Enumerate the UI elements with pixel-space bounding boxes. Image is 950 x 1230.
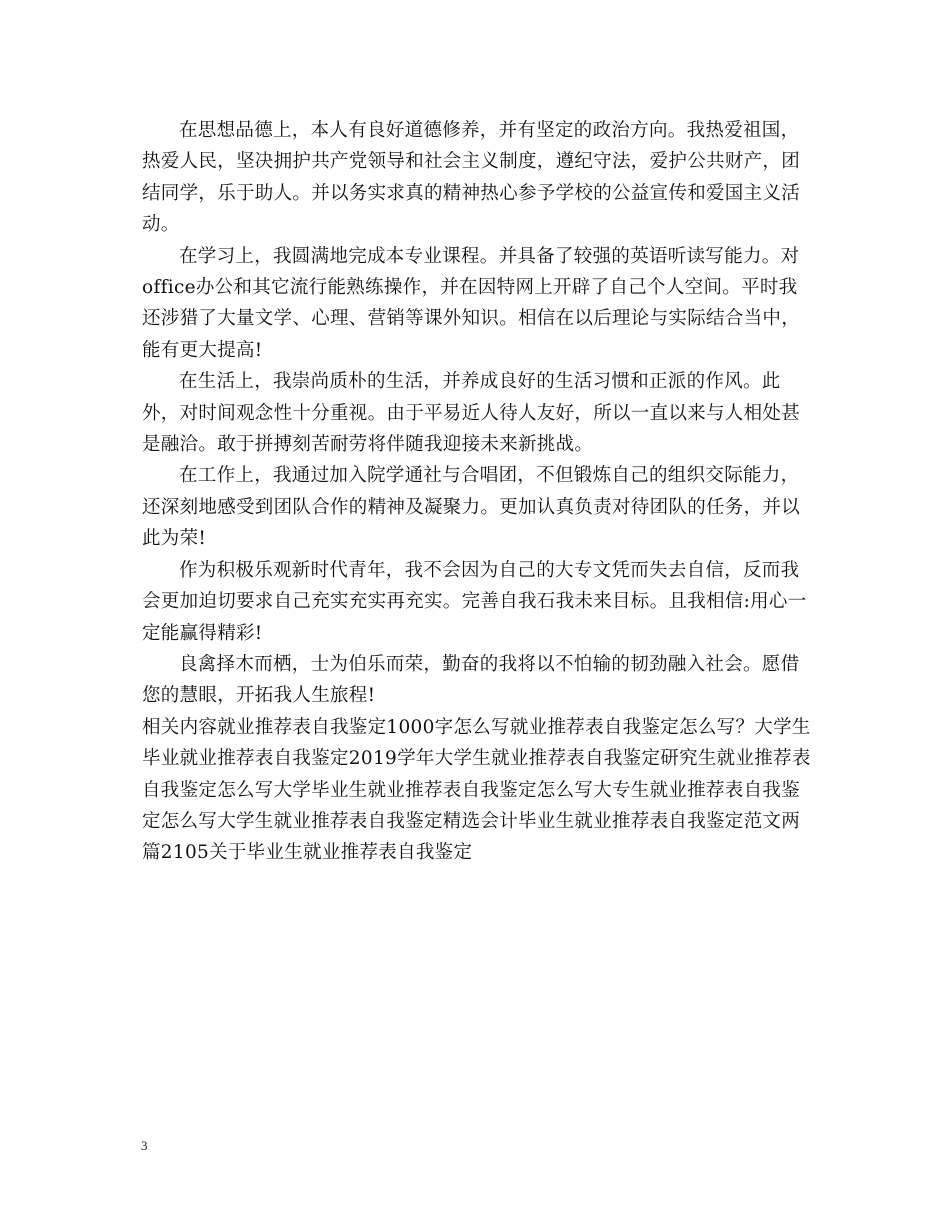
paragraph-outlook: 作为积极乐观新时代青年，我不会因为自己的大专文凭而失去自信，反而我会更加迫切要求自己充实充实再充实。完善自我石我未来目标。且我相信:用心一定能赢得精彩! <box>142 559 807 644</box>
paragraph-closing: 良禽择木而栖，士为伯乐而荣，勤奋的我将以不怕输的韧劲融入社会。愿借您的慧眼，开拓我人生旅程! <box>142 653 800 707</box>
paragraph-morality: 在思想品德上，本人有良好道德修养，并有坚定的政治方向。我热爱祖国，热爱人民，坚决拥护共产党领导和社会主义制度，遵纪守法，爱护公共财产，团结同学，乐于助人。并以务实求真的精神热心参予学校的公益宣传和爱国主义活动。 <box>142 120 801 236</box>
paragraph-study: 在学习上，我圆满地完成本专业课程。并具备了较强的英语听读写能力。对office办公和其它流行能熟练操作，并在因特网上开辟了自己个人空间。平时我还涉猎了大量文学、心理、营销等课外知识。相信在以后理论与实际结合当中，能有更大提高! <box>142 245 801 361</box>
related-content: 相关内容就业推荐表自我鉴定1000字怎么写就业推荐表自我鉴定怎么写？大学生毕业就业推荐表自我鉴定2019学年大学生就业推荐表自我鉴定研究生就业推荐表自我鉴定怎么写大学毕业生就业推荐表自我鉴定怎么写大专生就业推荐表自我鉴定怎么写大学生就业推荐表自我鉴定精选会计毕业生就业推荐表自我鉴定范文两篇2105关于毕业生就业推荐表自我鉴定 <box>142 716 811 864</box>
page-number: 3 <box>141 1138 148 1153</box>
paragraph-work: 在工作上，我通过加入院学通社与合唱团，不但锻炼自己的组织交际能力，还深刻地感受到团队合作的精神及凝聚力。更加认真负责对待团队的任务，并以此为荣! <box>142 465 801 550</box>
paragraph-life: 在生活上，我崇尚质朴的生活，并养成良好的生活习惯和正派的作风。此外，对时间观念性十分重视。由于平易近人待人友好，所以一直以来与人相处甚是融洽。敢于拼搏刻苦耐劳将伴随我迎接未来新挑战。 <box>142 371 801 456</box>
document-body <box>142 115 812 869</box>
